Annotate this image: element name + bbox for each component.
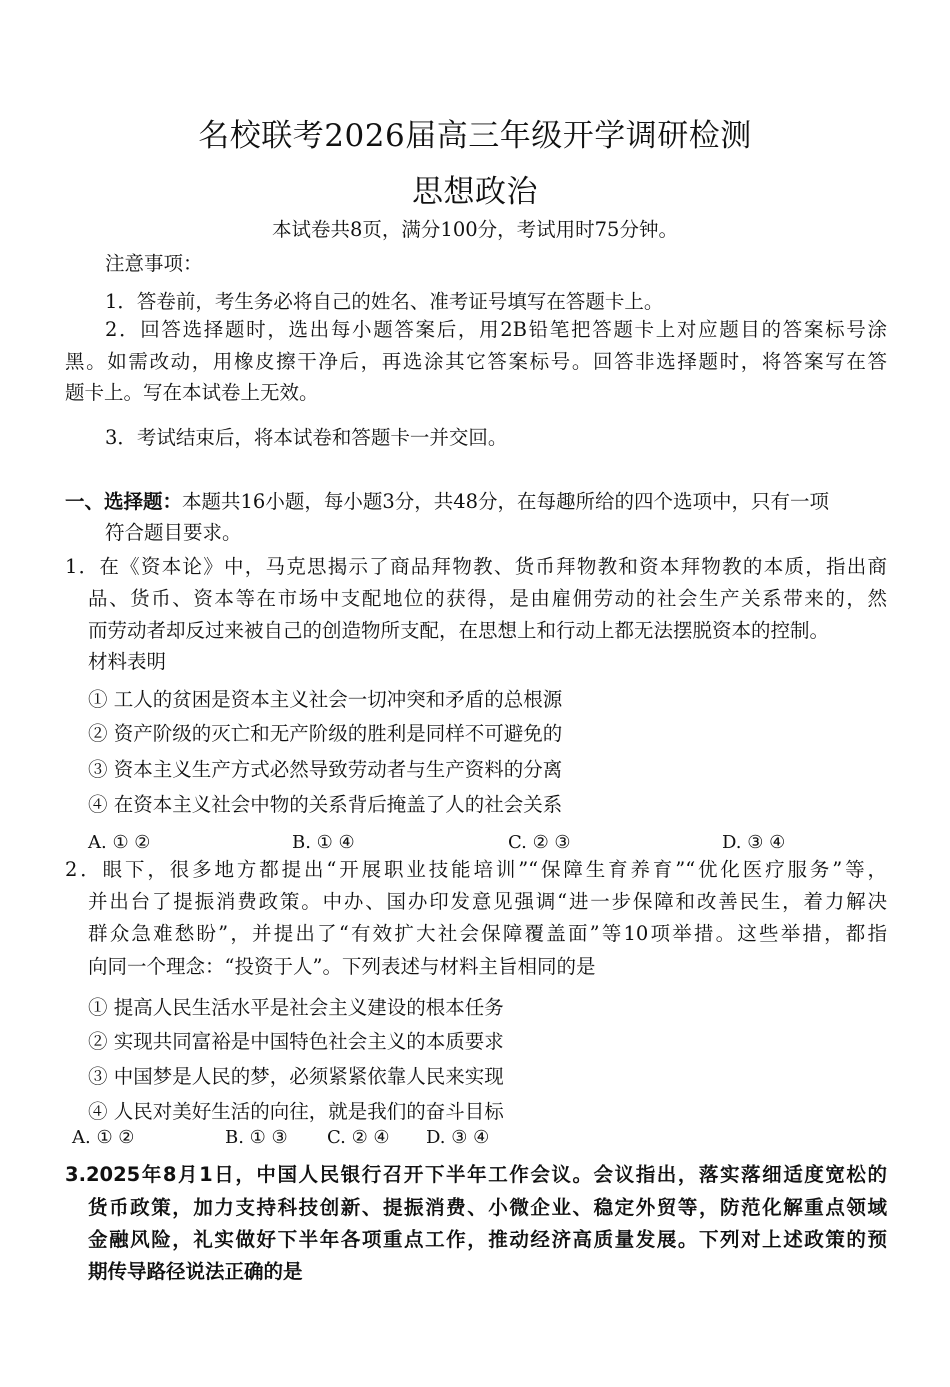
subject-title: 思想政治 [412, 174, 538, 210]
q1-stem-line-4: 材料表明 [88, 650, 167, 673]
q2-option-a: A. ① ② [72, 1127, 135, 1148]
exam-info: 本试卷共8页，满分100分，考试用时75分钟。 [272, 218, 678, 241]
section-1-label: 一、选择题： [65, 490, 183, 513]
notice-item-1: 1．答卷前，考生务必将自己的姓名、准考证号填写在答题卡上。 [105, 290, 664, 313]
q1-option-b: B. ① ④ [292, 832, 355, 853]
q2-stem-line-2: 并出台了提振消费政策。中办、国办印发意见强调“进一步保障和改善民生，着力解决 [88, 890, 887, 913]
notice-item-2-line-2: 黑。如需改动，用橡皮擦干净后，再选涂其它答案标号。回答非选择题时，将答案写在答 [65, 350, 887, 373]
q1-statement-4: ④ 在资本主义社会中物的关系背后掩盖了人的社会关系 [88, 793, 563, 816]
q2-statement-1: ① 提高人民生活水平是社会主义建设的根本任务 [88, 996, 504, 1019]
q1-stem-line-1: 1．在《资本论》中，马克思揭示了商品拜物教、货币拜物教和资本拜物教的本质，指出商 [65, 555, 887, 578]
q2-stem-line-1: 2．眼下，很多地方都提出“开展职业技能培训”“保障生育养育”“优化医疗服务”等， [65, 858, 887, 881]
notice-item-2-line-1: 2．回答选择题时，选出每小题答案后，用2B铅笔把答题卡上对应题目的答案标号涂 [105, 318, 887, 341]
section-1-desc-line-2: 符合题目要求。 [105, 521, 242, 544]
notice-heading: 注意事项： [105, 252, 203, 275]
q1-statement-1: ① 工人的贫困是资本主义社会一切冲突和矛盾的总根源 [88, 688, 563, 711]
q2-stem-line-3: 群众急难愁盼”，并提出了“有效扩大社会保障覆盖面”等10项举措。这些举措，都指 [88, 922, 887, 945]
q3-stem-line-3: 金融风险，礼实做好下半年各项重点工作，推动经济高质量发展。下列对上述政策的预 [88, 1228, 887, 1251]
q3-stem-line-2: 货币政策，加力支持科技创新、提振消费、小微企业、稳定外贸等，防范化解重点领域 [88, 1196, 887, 1219]
q1-stem-line-2: 品、货币、资本等在市场中支配地位的获得，是由雇佣劳动的社会生产关系带来的，然 [88, 587, 887, 610]
q1-statement-2: ② 资产阶级的灭亡和无产阶级的胜利是同样不可避免的 [88, 722, 563, 745]
q1-statement-3: ③ 资本主义生产方式必然导致劳动者与生产资料的分离 [88, 758, 563, 781]
section-1-heading [65, 488, 887, 516]
q2-statement-2: ② 实现共同富裕是中国特色社会主义的本质要求 [88, 1030, 504, 1053]
q1-option-a: A. ① ② [88, 832, 151, 853]
q2-option-b: B. ① ③ [225, 1127, 288, 1148]
section-1-desc-line-1: 本题共16小题，每小题3分，共48分，在每趣所给的四个选项中，只有一项 [182, 490, 830, 513]
q2-statement-3: ③ 中国梦是人民的梦，必须紧紧依靠人民来实现 [88, 1065, 504, 1088]
q1-option-c: C. ② ③ [508, 832, 571, 853]
q3-stem-line-1: 3.2025年8月1日，中国人民银行召开下半年工作会议。会议指出，落实落细适度宽松的 [65, 1163, 887, 1186]
exam-title: 名校联考2026届高三年级开学调研检测 [198, 118, 752, 154]
q2-statement-4: ④ 人民对美好生活的向往，就是我们的奋斗目标 [88, 1100, 504, 1123]
q1-stem-line-3: 而劳动者却反过来被自己的创造物所支配，在思想上和行动上都无法摆脱资本的控制。 [88, 619, 830, 642]
notice-item-3: 3．考试结束后，将本试卷和答题卡一并交回。 [105, 426, 508, 449]
q2-stem-line-4: 向同一个理念：“投资于人”。下列表述与材料主旨相同的是 [88, 955, 596, 978]
q1-option-d: D. ③ ④ [722, 832, 786, 853]
q3-stem-line-4: 期传导路径说法正确的是 [88, 1260, 303, 1283]
q2-option-c: C. ② ④ [327, 1127, 390, 1148]
notice-item-2-line-3: 题卡上。写在本试卷上无效。 [65, 381, 319, 404]
q2-option-d: D. ③ ④ [426, 1127, 490, 1148]
